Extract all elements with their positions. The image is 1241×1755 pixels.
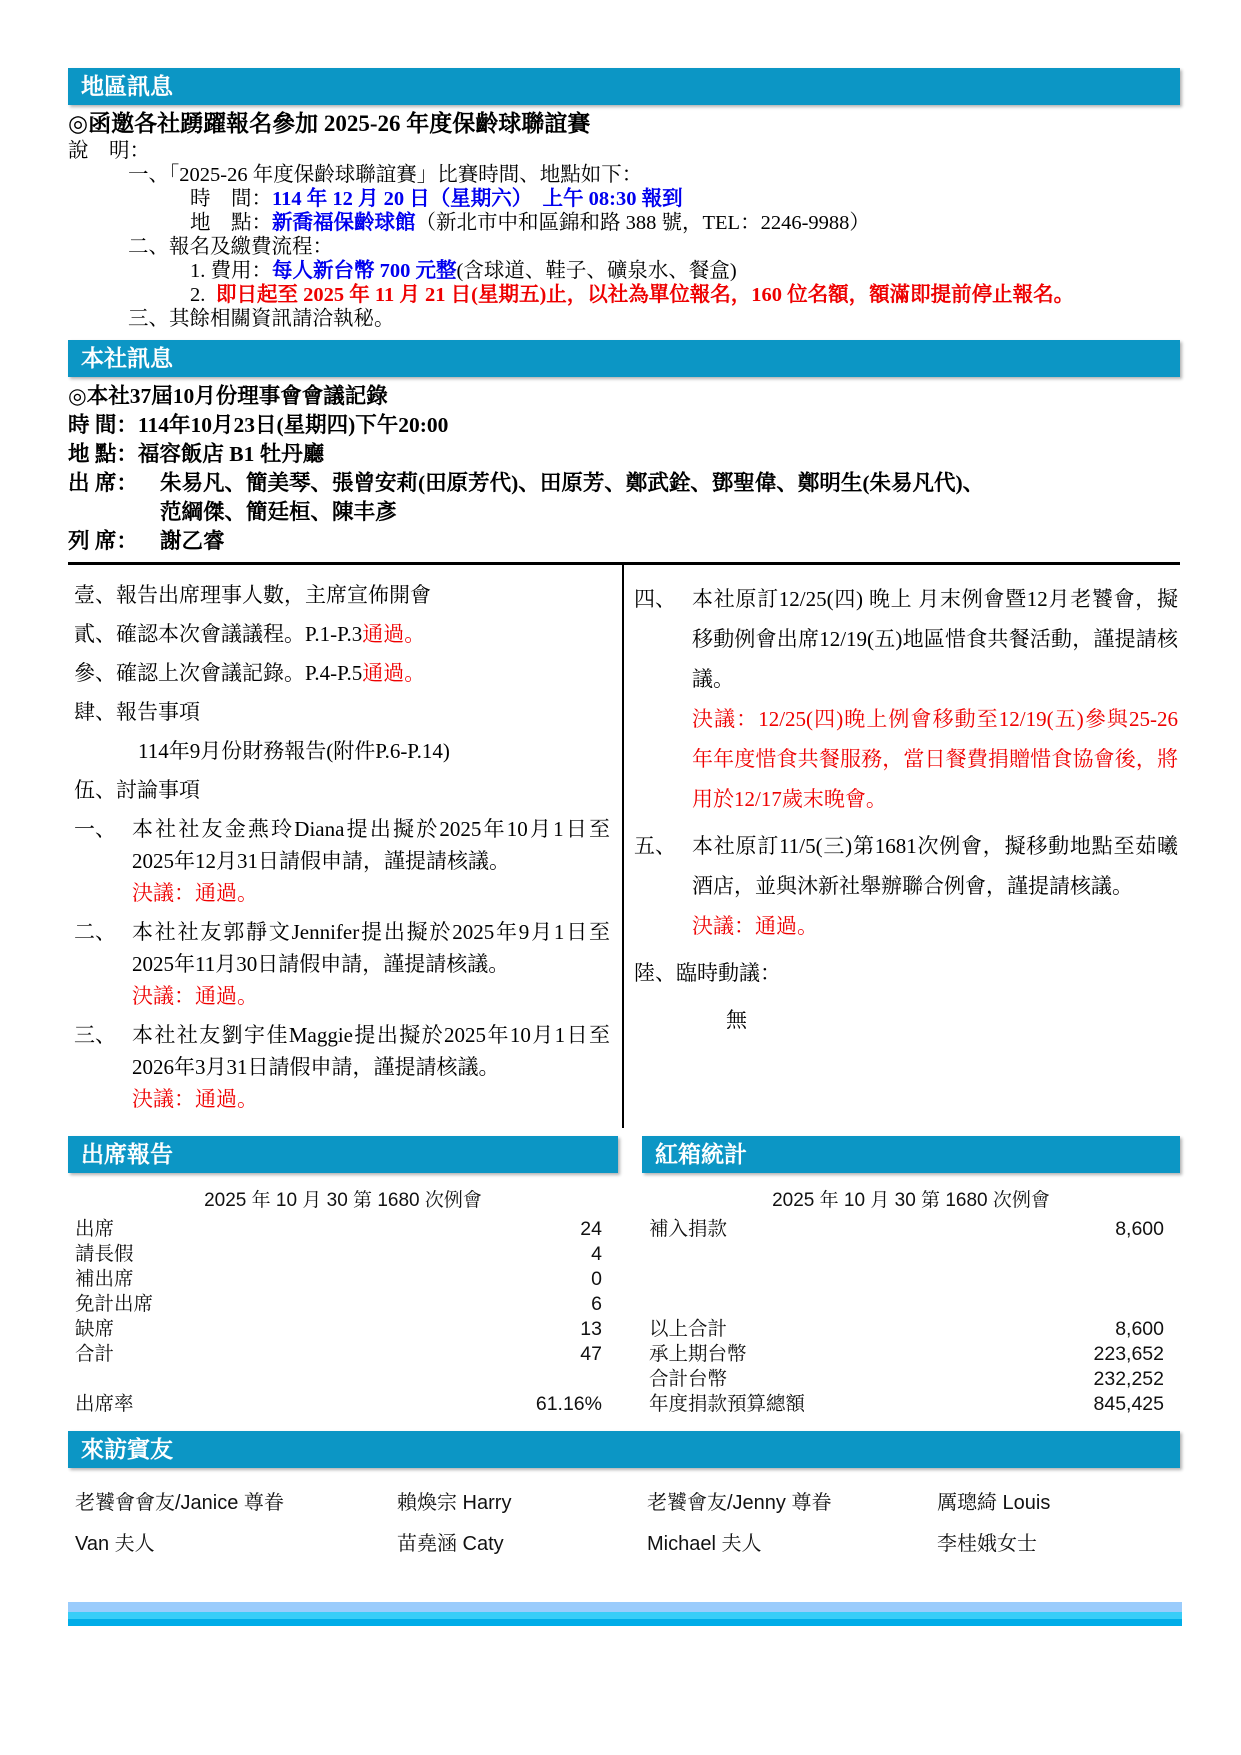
- item-decision: 決議：通過。: [132, 984, 258, 1008]
- row-value: 61.16%: [535, 1393, 602, 1415]
- page-content: [68, 68, 1180, 1626]
- row-label: 補出席: [75, 1268, 134, 1290]
- table-row-empty: [642, 1242, 1180, 1267]
- extempore-motion-none: 無: [726, 1008, 747, 1032]
- extempore-motion-line: 陸、臨時動議：: [634, 961, 781, 985]
- club-headline: ◎本社37屆10月份理事會會議記錄: [68, 384, 388, 408]
- table-row: [68, 1267, 618, 1292]
- district-headline: ◎函邀各社踴躍報名參加 2025-26 年度保齡球聯誼賽: [68, 111, 591, 136]
- row-value: 47: [580, 1343, 602, 1365]
- row-label: 以上合計: [649, 1318, 728, 1340]
- table-row: [642, 1217, 1180, 1242]
- observers-names: 謝乙睿: [160, 529, 225, 553]
- item-number: 五、: [634, 834, 676, 858]
- attendance-section-header: 出席報告: [68, 1136, 618, 1173]
- minutes-line-2-passed: 通過。: [362, 622, 426, 646]
- row-value: 0: [591, 1268, 602, 1290]
- row-value: 8,600: [1115, 1218, 1164, 1240]
- row-value: 232,252: [1093, 1368, 1164, 1390]
- footer-stripe-dark: [68, 1619, 1182, 1626]
- table-row: [642, 1392, 1180, 1417]
- guests-section-header: 來訪賓友: [68, 1431, 1180, 1468]
- top-margin: [0, 0, 1241, 68]
- item-number: 二、: [74, 920, 116, 944]
- item-decision: 決議：12/25(四)晚上例會移動至12/19(五)參與25-26年年度惜食共餐服務，當日餐費捐贈惜食協會後，將用於12/17歲末晚會。: [692, 707, 1178, 811]
- row-label: 免計出席: [75, 1293, 154, 1315]
- discussion-item-4: [634, 579, 1178, 819]
- meeting-time: 時 間：114年10月23日(星期四)下午20:00: [68, 413, 449, 437]
- guest-cell: 李桂娥女士: [937, 1533, 1037, 1555]
- minutes-right-column: [624, 565, 1180, 1128]
- table-row: [68, 1242, 618, 1267]
- minutes-line-2: [74, 618, 610, 650]
- row-value: 24: [580, 1218, 602, 1240]
- event-place-line: [190, 211, 1180, 235]
- item-text: 本社原訂11/5(三)第1681次例會，擬移動地點至茹曦酒店，並與沐新社舉辦聯合例會，謹提請核議。: [692, 834, 1178, 898]
- discussion-item-3: [74, 1019, 610, 1115]
- observers-label: 列 席：: [68, 529, 138, 553]
- row-value: 223,652: [1093, 1343, 1164, 1365]
- row-label: 缺席: [75, 1318, 115, 1340]
- guest-cell: 老饕會會友/Janice 尊眷: [75, 1492, 284, 1514]
- district-section: [68, 108, 1180, 331]
- row-label: 出席率: [75, 1393, 134, 1415]
- attendees-label: 出 席：: [68, 471, 138, 495]
- attendees-names: [160, 469, 1180, 527]
- statistics-gap: [618, 1136, 642, 1417]
- row-label: 請長假: [75, 1243, 134, 1265]
- guest-cell: Michael 夫人: [647, 1533, 762, 1555]
- table-row: [68, 1292, 618, 1317]
- district-item-1: 一、「2025-26 年度保齡球聯誼賽」比賽時間、地點如下：: [128, 164, 643, 186]
- statistics-row: [68, 1136, 1180, 1417]
- footer-stripe-mid: [68, 1612, 1182, 1619]
- footer-stripe-light: [68, 1602, 1182, 1612]
- item-decision: 決議：通過。: [132, 881, 258, 905]
- attendance-meeting-title: 2025 年 10 月 30 第 1680 次例會: [204, 1190, 482, 1211]
- row-value: 6: [591, 1293, 602, 1315]
- place-name: 新喬福保齡球館: [272, 212, 416, 234]
- guest-grid: [68, 1486, 1180, 1556]
- minutes-line-3-text: 參、確認上次會議記錄。P.4-P.5: [74, 661, 363, 685]
- time-label: 時 間：: [190, 188, 272, 210]
- discussion-item-5: [634, 826, 1178, 946]
- item-text: 本社原訂12/25(四) 晚上 月末例會暨12月老饕會，擬移動例會出席12/19(五)地區惜食共餐活動，謹提請核議。: [692, 587, 1178, 691]
- discussion-item-1: [74, 813, 610, 909]
- table-row-empty: [642, 1267, 1180, 1292]
- guest-cell: 苗堯涵 Caty: [397, 1533, 504, 1555]
- deadline-text: 即日起至 2025 年 11 月 21 日(星期五)止，以社為單位報名，160 位名額，額滿即提前停止報名。: [216, 284, 1075, 306]
- redbox-meeting-title: 2025 年 10 月 30 第 1680 次例會: [772, 1190, 1050, 1211]
- row-label: 承上期台幣: [649, 1343, 747, 1365]
- item-number: 一、: [74, 817, 116, 841]
- item-body: [132, 1019, 610, 1115]
- guest-cell: 老饕會友/Jenny 尊眷: [647, 1492, 832, 1514]
- row-label: 年度捐款預算總額: [649, 1393, 806, 1415]
- deadline-number: 2.: [190, 284, 206, 306]
- fee-value: 每人新台幣 700 元整: [272, 260, 457, 282]
- event-time-line: [190, 187, 1180, 211]
- club-section-header: 本社訊息: [68, 340, 1180, 377]
- item-body: [132, 813, 610, 909]
- guests-section: [68, 1431, 1180, 1556]
- time-value: 114 年 12 月 20 日（星期六） 上午 08:30 報到: [272, 188, 683, 210]
- attendees-row: [68, 469, 1180, 527]
- fee-prefix: 1. 費用：: [190, 260, 272, 282]
- place-detail: （新北市中和區錦和路 388 號，TEL：2246-9988）: [415, 212, 870, 234]
- district-item-3: 三、其餘相關資訊請洽執秘。: [128, 308, 395, 330]
- table-row-empty: [642, 1292, 1180, 1317]
- table-row: [68, 1342, 618, 1367]
- row-value: 845,425: [1093, 1393, 1164, 1415]
- place-label: 地 點：: [190, 212, 272, 234]
- minutes-left-column: [68, 565, 624, 1128]
- item-body: [692, 579, 1178, 819]
- explain-label: 說 明：: [68, 140, 150, 162]
- item-number: 四、: [634, 587, 676, 611]
- financial-report-line: 114年9月份財務報告(附件P.6-P.14): [138, 739, 450, 763]
- meeting-place: 地 點：福容飯店 B1 牡丹廳: [68, 442, 325, 466]
- item-body: [132, 916, 610, 1012]
- table-row: [68, 1217, 618, 1242]
- district-section-header: 地區訊息: [68, 68, 1180, 105]
- row-label: 合計: [75, 1343, 115, 1365]
- discussion-item-2: [74, 916, 610, 1012]
- table-row-empty: [68, 1367, 618, 1392]
- minutes-line-6: 伍、討論事項: [74, 778, 200, 802]
- row-label: 出席: [75, 1218, 115, 1240]
- item-decision: 決議：通過。: [132, 1087, 258, 1111]
- attendees-line-1: 朱易凡、簡美琴、張曾安莉(田原芳代)、田原芳、鄭武銓、鄧聖偉、鄭明生(朱易凡代)、: [160, 471, 985, 495]
- table-row: [642, 1342, 1180, 1367]
- item-number: 三、: [74, 1023, 116, 1047]
- row-value: 13: [580, 1318, 602, 1340]
- minutes-line-3: [74, 657, 610, 689]
- minutes-line-1: 壹、報告出席理事人數，主席宣佈開會: [74, 583, 431, 607]
- attendees-line-2: 范綱傑、簡廷桓、陳丰彥: [160, 500, 397, 524]
- minutes-line-3-passed: 通過。: [362, 661, 426, 685]
- item-text: 本社社友金燕玲Diana提出擬於2025年10月1日至2025年12月31日請假申請，謹提請核議。: [132, 817, 610, 873]
- row-label: 補入捐款: [649, 1218, 728, 1240]
- row-value: 8,600: [1115, 1318, 1164, 1340]
- district-item-2: 二、報名及繳費流程：: [128, 236, 333, 258]
- redbox-section-header: 紅箱統計: [642, 1136, 1180, 1173]
- minutes-columns: [68, 562, 1180, 1128]
- item-text: 本社社友劉宇佳Maggie提出擬於2025年10月1日至2026年3月31日請假申請，謹提請核議。: [132, 1023, 610, 1079]
- minutes-line-2-text: 貳、確認本次會議議程。P.1-P.3: [74, 622, 363, 646]
- item-decision: 決議：通過。: [692, 914, 818, 938]
- item-text: 本社社友郭靜文Jennifer提出擬於2025年9月1日至2025年11月30日請假申請，謹提請核議。: [132, 920, 610, 976]
- attendance-report: [68, 1136, 618, 1417]
- table-row: [68, 1392, 618, 1417]
- fee-suffix: (含球道、鞋子、礦泉水、餐盒): [456, 260, 737, 282]
- table-row: [642, 1317, 1180, 1342]
- footer-stripes: [68, 1602, 1182, 1626]
- item-body: [692, 826, 1178, 946]
- club-section: [68, 382, 1180, 556]
- redbox-statistics: [642, 1136, 1180, 1417]
- guest-cell: Van 夫人: [75, 1533, 155, 1555]
- table-row: [68, 1317, 618, 1342]
- table-row: [642, 1367, 1180, 1392]
- row-value: 4: [591, 1243, 602, 1265]
- guest-cell: 賴煥宗 Harry: [397, 1492, 512, 1514]
- observers-row: [68, 527, 1180, 556]
- guest-cell: 厲璁綺 Louis: [937, 1492, 1051, 1514]
- row-label: 合計台幣: [649, 1368, 728, 1390]
- fee-line: [190, 259, 1180, 283]
- deadline-line: [190, 283, 1180, 307]
- minutes-line-4: 肆、報告事項: [74, 700, 200, 724]
